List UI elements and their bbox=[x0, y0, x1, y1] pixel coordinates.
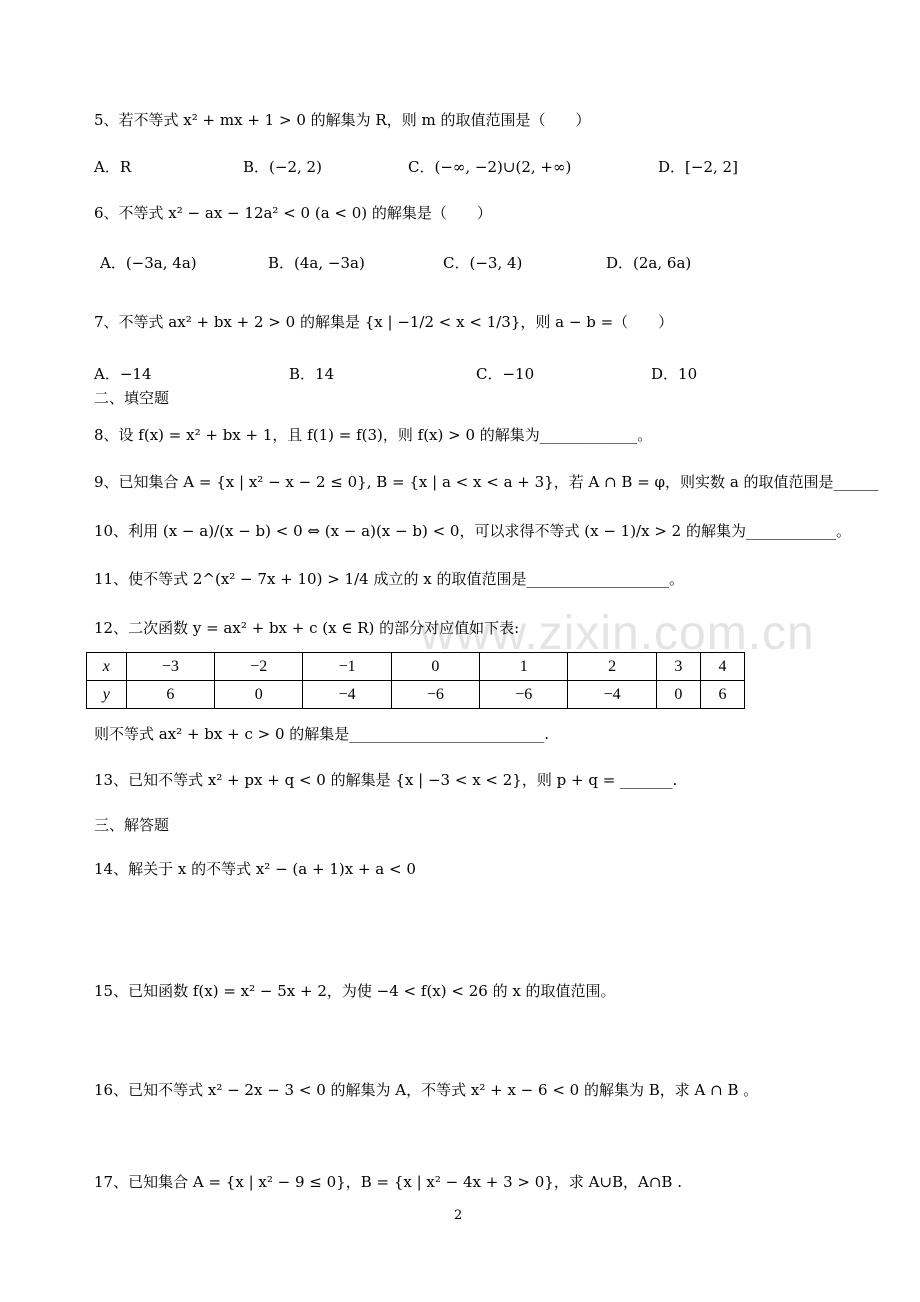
table-cell: 6 bbox=[126, 681, 214, 709]
section-heading-answer: 三、解答题 bbox=[94, 816, 170, 834]
table-cell: −6 bbox=[391, 681, 479, 709]
table-cell: 0 bbox=[391, 653, 479, 681]
page-number: 2 bbox=[454, 1208, 463, 1223]
question-5: 5、若不等式 x² + mx + 1 > 0 的解集为 R，则 m 的取值范围是（ ） bbox=[94, 111, 591, 129]
q6-option-c: C．(−3, 4) bbox=[443, 254, 523, 272]
question-12-followup: 则不等式 ax² + bx + c > 0 的解集是__________________________. bbox=[94, 725, 550, 743]
table-cell: y bbox=[87, 681, 127, 709]
question-14: 14、解关于 x 的不等式 x² − (a + 1)x + a < 0 bbox=[94, 860, 416, 878]
q5-option-b: B．(−2, 2) bbox=[243, 158, 322, 176]
question-10: 10、利用 (x − a)/(x − b) < 0 ⇔ (x − a)(x − b) < 0，可以求得不等式 (x − 1)/x > 2 的解集为____________。 bbox=[94, 522, 851, 540]
question-12: 12、二次函数 y = ax² + bx + c (x ∈ R) 的部分对应值如下表: bbox=[94, 619, 520, 637]
table-cell: −6 bbox=[480, 681, 568, 709]
question-17: 17、已知集合 A = {x | x² − 9 ≤ 0}，B = {x | x² − 4x + 3 > 0}，求 A∪B，A∩B . bbox=[94, 1173, 682, 1191]
question-8: 8、设 f(x) = x² + bx + 1，且 f(1) = f(3)，则 f(x) > 0 的解集为_____________。 bbox=[94, 426, 653, 444]
q7-option-b: B．14 bbox=[289, 365, 335, 383]
table-cell: −2 bbox=[215, 653, 303, 681]
question-11: 11、使不等式 2^(x² − 7x + 10) > 1/4 成立的 x 的取值范围是___________________。 bbox=[94, 570, 684, 588]
q7-option-a: A．−14 bbox=[94, 365, 152, 383]
q6-option-b: B．(4a, −3a) bbox=[268, 254, 365, 272]
table-row bbox=[87, 653, 745, 681]
table-cell: 2 bbox=[568, 653, 656, 681]
question-6: 6、不等式 x² − ax − 12a² < 0 (a < 0) 的解集是（ ） bbox=[94, 204, 492, 222]
table-cell: −1 bbox=[303, 653, 391, 681]
table-cell: 6 bbox=[700, 681, 744, 709]
q7-option-c: C．−10 bbox=[476, 365, 535, 383]
question-13: 13、已知不等式 x² + px + q < 0 的解集是 {x | −3 < x < 2}，则 p + q = _______. bbox=[94, 771, 678, 789]
q5-option-a: A．R bbox=[94, 158, 132, 176]
table-cell: x bbox=[87, 653, 127, 681]
watermark: www.zixin.com.cn bbox=[420, 607, 815, 660]
q6-option-a: A．(−3a, 4a) bbox=[100, 254, 197, 272]
question-16: 16、已知不等式 x² − 2x − 3 < 0 的解集为 A，不等式 x² + x − 6 < 0 的解集为 B，求 A ∩ B 。 bbox=[94, 1081, 759, 1099]
table-cell: −4 bbox=[303, 681, 391, 709]
question-15: 15、已知函数 f(x) = x² − 5x + 2，为使 −4 < f(x) < 26 的 x 的取值范围。 bbox=[94, 982, 616, 1000]
q5-option-d: D．[−2, 2] bbox=[658, 158, 738, 176]
value-table bbox=[86, 652, 745, 709]
question-9: 9、已知集合 A = {x | x² − x − 2 ≤ 0}, B = {x | a < x < a + 3}，若 A ∩ B = φ，则实数 a 的取值范围是______ bbox=[94, 473, 879, 491]
table-cell: 0 bbox=[656, 681, 700, 709]
section-heading-fill-in: 二、填空题 bbox=[94, 389, 170, 407]
q6-option-d: D．(2a, 6a) bbox=[606, 254, 692, 272]
table-row bbox=[87, 681, 745, 709]
table-cell: 4 bbox=[700, 653, 744, 681]
table-cell: 3 bbox=[656, 653, 700, 681]
question-7: 7、不等式 ax² + bx + 2 > 0 的解集是 {x | −1/2 < x < 1/3}，则 a − b =（ ） bbox=[94, 313, 674, 331]
table-cell: −4 bbox=[568, 681, 656, 709]
table-cell: 1 bbox=[480, 653, 568, 681]
table-cell: 0 bbox=[215, 681, 303, 709]
q7-option-d: D．10 bbox=[651, 365, 698, 383]
q5-option-c: C．(−∞, −2)∪(2, +∞) bbox=[408, 158, 572, 176]
table-cell: −3 bbox=[126, 653, 214, 681]
